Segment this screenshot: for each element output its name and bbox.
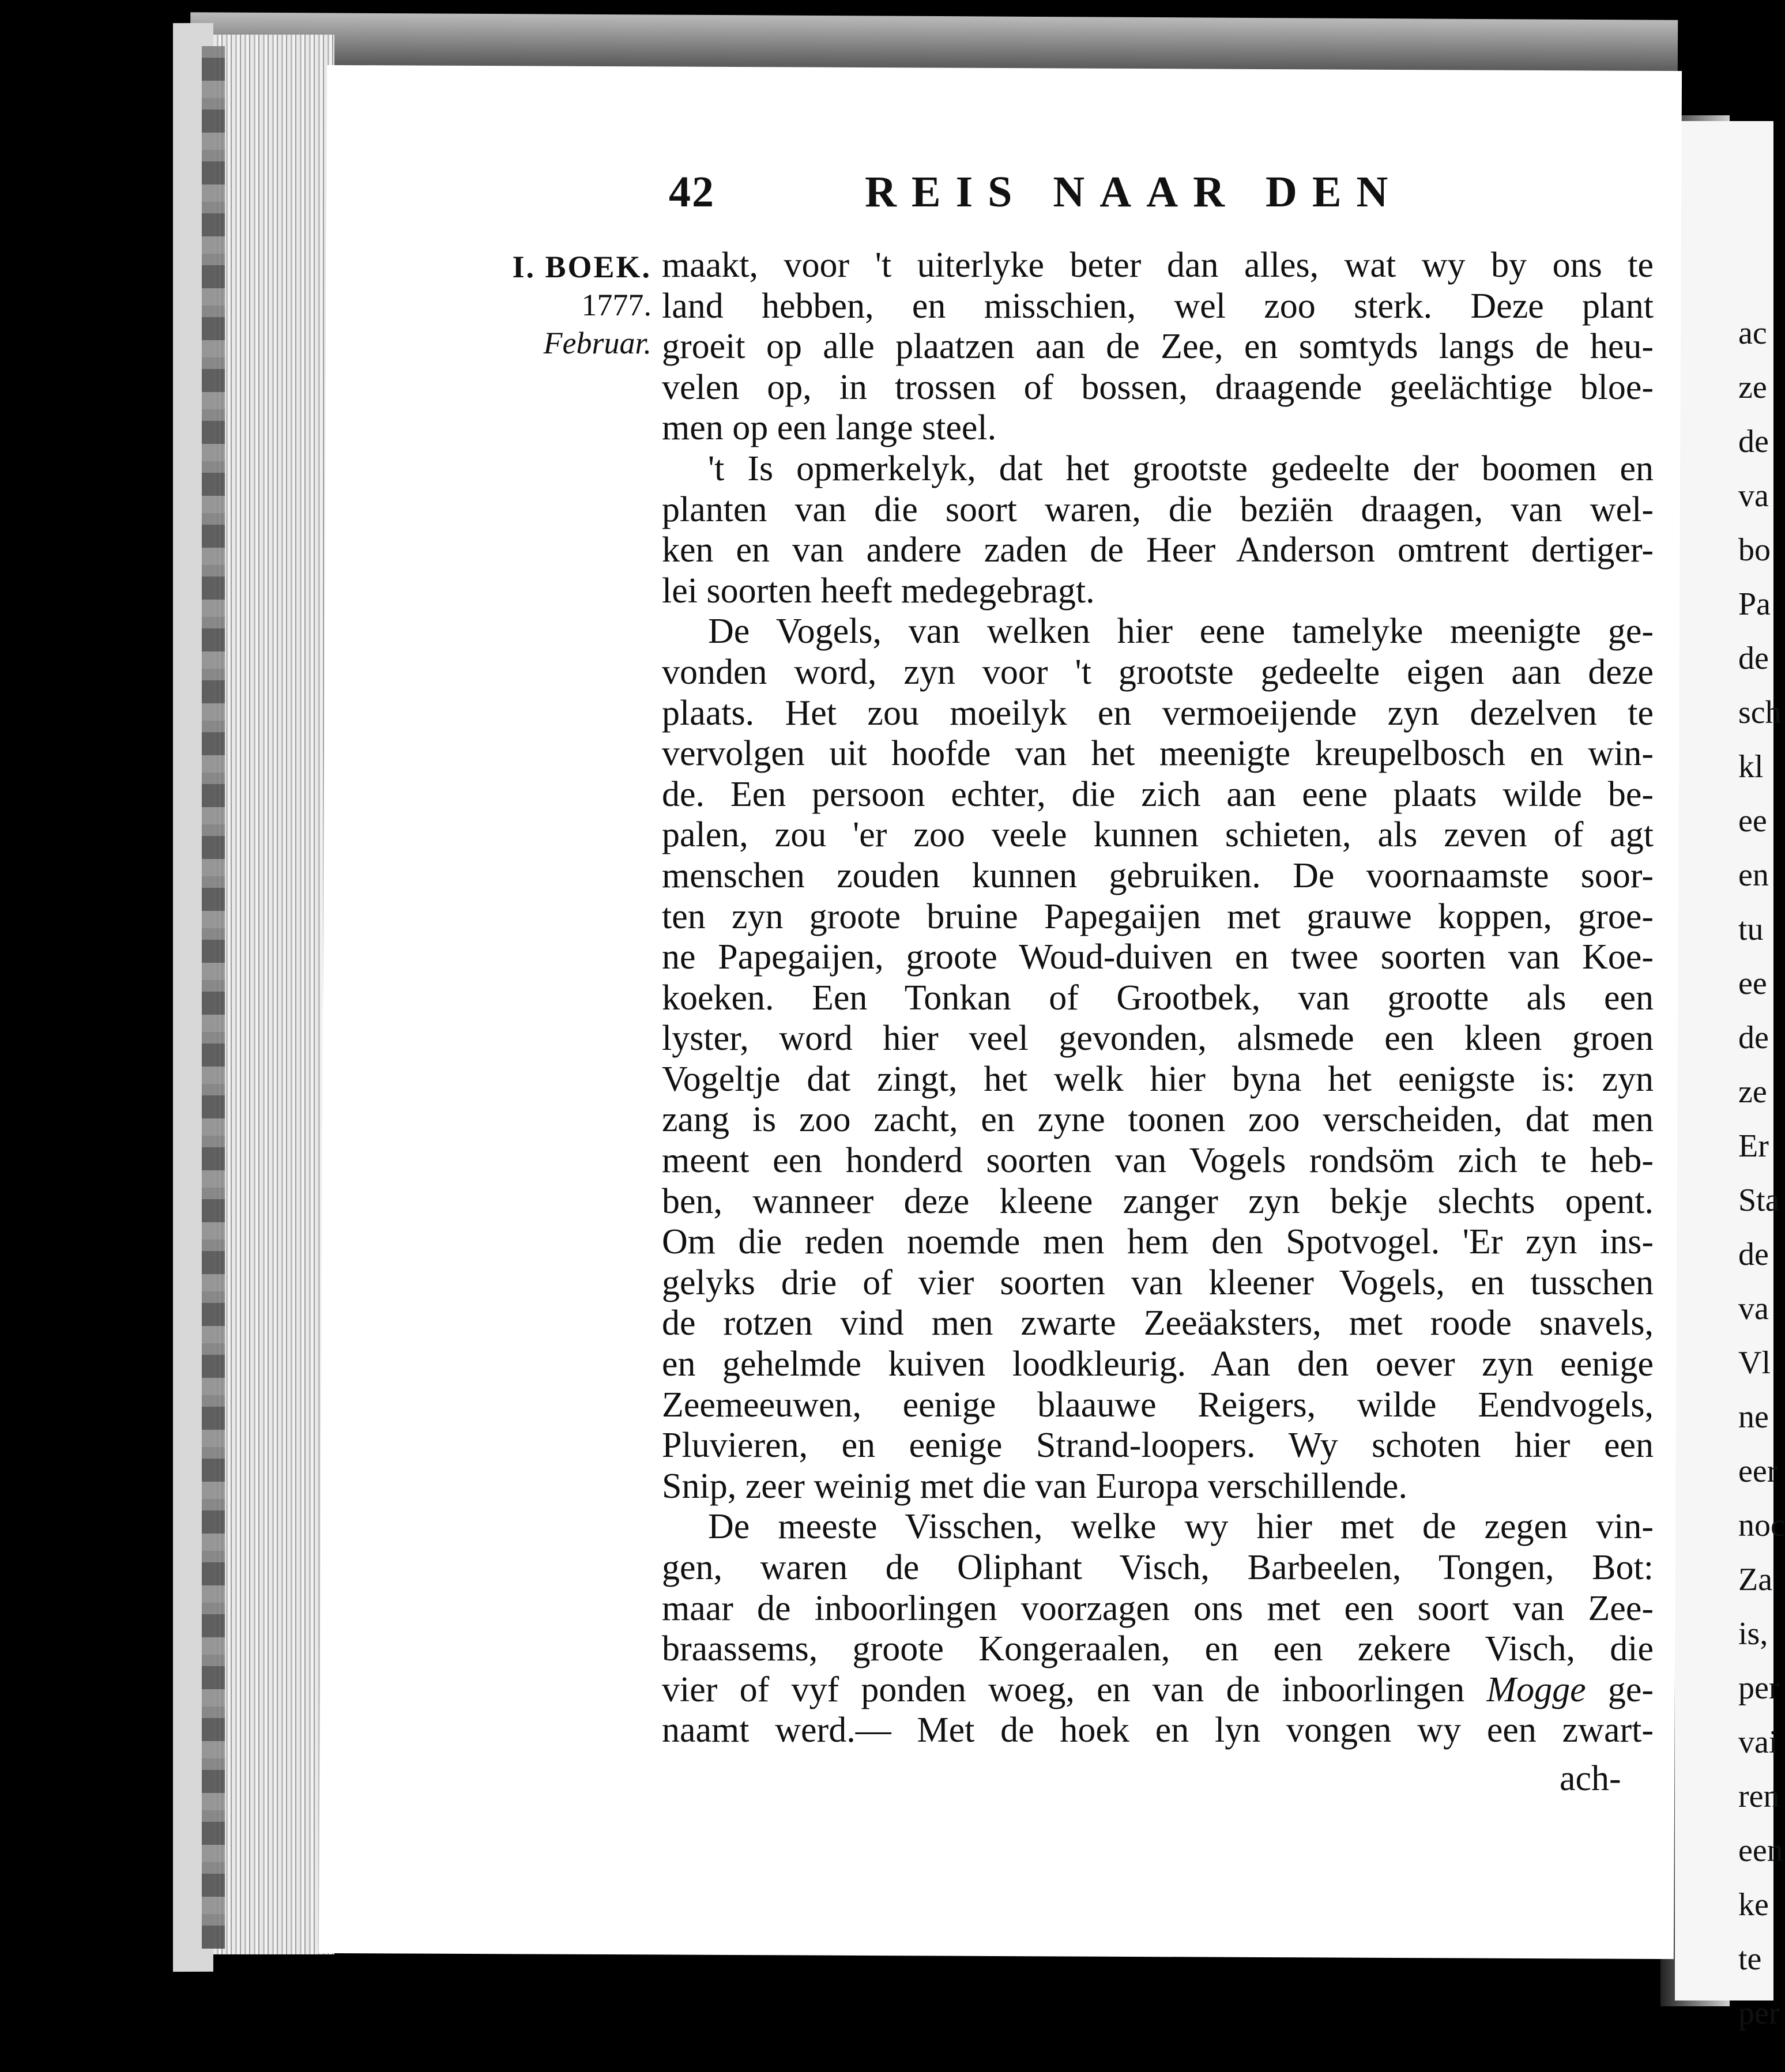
text-line: vervolgen uit hoofde van het meenigte kreupelbosch en win- bbox=[662, 734, 1654, 774]
facing-page-fragment: ee bbox=[1738, 803, 1767, 839]
running-head bbox=[669, 167, 1453, 219]
text-line: naamt werd.— Met de hoek en lyn vongen wy een zwart- bbox=[662, 1711, 1654, 1750]
facing-page-fragment: noc bbox=[1738, 1508, 1785, 1543]
facing-page-fragment: Pa bbox=[1738, 586, 1771, 622]
facing-page-fragment: tu bbox=[1738, 911, 1764, 947]
catchword: ach- bbox=[1560, 1759, 1621, 1798]
text-line: Snip, zeer weinig met die van Europa verschillende. bbox=[662, 1466, 1407, 1506]
text-line: ben, wanneer deze kleene zanger zyn bekje slechts opent. bbox=[662, 1181, 1654, 1221]
facing-page-fragment: is, bbox=[1738, 1616, 1768, 1652]
text-line: men op een lange steel. bbox=[662, 408, 997, 448]
facing-page-fragment: va bbox=[1738, 478, 1769, 514]
text-line: Pluvieren, en eenige Strand-loopers. Wy schoten hier een bbox=[662, 1426, 1654, 1466]
text-line: de. Een persoon echter, die zich aan eene plaats wilde be- bbox=[662, 774, 1654, 814]
facing-page-fragment: ze bbox=[1738, 1074, 1767, 1110]
facing-page-fragment: en bbox=[1738, 857, 1769, 893]
facing-page-fragment: per bbox=[1738, 1670, 1780, 1706]
facing-page-fragment: ne bbox=[1738, 1399, 1769, 1435]
facing-page-fragment: va bbox=[1738, 1291, 1769, 1327]
facing-page-fragment: sch bbox=[1738, 695, 1782, 730]
italic-name: Mogge bbox=[1486, 1670, 1586, 1709]
text-line: lyster, word hier veel gevonden, alsmede een kleen groen bbox=[662, 1019, 1654, 1058]
facing-page-fragment: Er bbox=[1738, 1128, 1769, 1164]
margin-month: Februar. bbox=[543, 326, 652, 360]
text-line: groeit op alle plaatzen aan de Zee, en somtyds langs de heu- bbox=[662, 327, 1654, 367]
body-text bbox=[662, 245, 1654, 1751]
facing-page-fragment: ren bbox=[1738, 1779, 1780, 1814]
page-edges bbox=[213, 35, 334, 1954]
text-line: planten van die soort waren, die beziën draagen, van wel- bbox=[662, 489, 1654, 529]
text-line: meent een honderd soorten van Vogels rondsöm zich te heb- bbox=[662, 1141, 1654, 1181]
text-line: de rotzen vind men zwarte Zeeäaksters, met roode snavels, bbox=[662, 1304, 1654, 1343]
text-line: De meeste Visschen, welke wy hier met de zegen vin- bbox=[708, 1507, 1654, 1547]
text-line: ne Papegaijen, groote Woud-duiven en twee soorten van Koe- bbox=[662, 937, 1654, 977]
running-title: REIS NAAR DEN bbox=[865, 168, 1403, 216]
text-line: palen, zou 'er zoo veele kunnen schieten, als zeven of agt bbox=[662, 815, 1654, 855]
facing-page-fragment: per bbox=[1738, 1995, 1780, 2031]
facing-page-fragment: ze bbox=[1738, 370, 1767, 405]
facing-page-fragment: ee bbox=[1738, 966, 1767, 1001]
text-line: en gehelmde kuiven loodkleurig. Aan den oever zyn eenige bbox=[662, 1344, 1654, 1384]
text-line: Zeemeeuwen, eenige blaauwe Reigers, wilde Eendvogels, bbox=[662, 1385, 1654, 1425]
facing-page-fragment: de bbox=[1738, 1020, 1769, 1056]
text-line: velen op, in trossen of bossen, draagende geelächtige bloe- bbox=[662, 367, 1654, 407]
text-line: gen, waren de Oliphant Visch, Barbeelen, Tongen, Bot: bbox=[662, 1548, 1654, 1587]
facing-page-fragment: de bbox=[1738, 424, 1769, 459]
text-line: 't Is opmerkelyk, dat het grootste gedeelte der boomen en bbox=[708, 449, 1654, 488]
text-line: lei soorten heeft medegebragt. bbox=[662, 571, 1095, 611]
facing-page-fragment: ke bbox=[1738, 1887, 1769, 1923]
text-line: gelyks drie of vier soorten van kleener Vogels, en tusschen bbox=[662, 1263, 1654, 1302]
facing-page-fragment: eer bbox=[1738, 1453, 1778, 1489]
text-line: maakt, voor 't uiterlyke beter dan alles, wat wy by ons te bbox=[662, 246, 1654, 285]
facing-page-fragment: een bbox=[1738, 1833, 1783, 1868]
text-line: menschen zouden kunnen gebruiken. De voornaamste soor- bbox=[662, 856, 1654, 895]
facing-page-fragment: te bbox=[1738, 1941, 1762, 1977]
text-line: maar de inboorlingen voorzagen ons met een soort van Zee- bbox=[662, 1588, 1654, 1628]
text-line: koeken. Een Tonkan of Grootbek, van grootte als een bbox=[662, 978, 1654, 1018]
text-line: land hebben, en misschien, wel zoo sterk. Deze plant bbox=[662, 286, 1654, 326]
facing-page-fragment: bo bbox=[1738, 532, 1771, 568]
text-line: vonden word, zyn voor 't grootste gedeelte eigen aan deze bbox=[662, 652, 1654, 692]
facing-page-fragment: Za bbox=[1738, 1562, 1773, 1598]
facing-page bbox=[1675, 121, 1785, 2031]
facing-page-fragment: kl bbox=[1738, 749, 1764, 785]
facing-page-fragment: ac bbox=[1738, 315, 1767, 351]
text-line: ten zyn groote bruine Papegaijen met grauwe koppen, groe- bbox=[662, 896, 1654, 936]
text-line: De Vogels, van welken hier eene tamelyke meenigte ge- bbox=[708, 612, 1654, 651]
facing-page-fragment: Vl bbox=[1738, 1345, 1771, 1381]
text-line: zang is zoo zacht, en zyne toonen zoo verscheiden, dat men bbox=[662, 1100, 1654, 1140]
text-line: vier of vyf ponden woeg, en van de inboorlingen Mogge ge- bbox=[662, 1670, 1654, 1709]
text-line: Vogeltje dat zingt, het welk hier byna het eenigste is: zyn bbox=[662, 1059, 1654, 1099]
text-line: braassems, groote Kongeraalen, en een zekere Visch, die bbox=[662, 1629, 1654, 1669]
margin-year: 1777. bbox=[581, 288, 652, 322]
margin-book: I. BOEK. bbox=[512, 250, 652, 284]
facing-page-fragment: de bbox=[1738, 641, 1769, 676]
facing-page-fragment: vai bbox=[1738, 1724, 1778, 1760]
page-edges-shadow bbox=[202, 46, 225, 1949]
page-number: 42 bbox=[669, 168, 715, 216]
facing-page-fragment: Sta bbox=[1738, 1182, 1780, 1218]
text-line: ken en van andere zaden de Heer Anderson omtrent dertiger- bbox=[662, 530, 1654, 570]
facing-page-fragment: de bbox=[1738, 1237, 1769, 1272]
margin-note bbox=[496, 248, 652, 362]
text-line: plaats. Het zou moeilyk en vermoeijende zyn dezelven te bbox=[662, 693, 1654, 733]
text-line: Om die reden noemde men hem den Spotvogel. 'Er zyn ins- bbox=[662, 1222, 1654, 1262]
